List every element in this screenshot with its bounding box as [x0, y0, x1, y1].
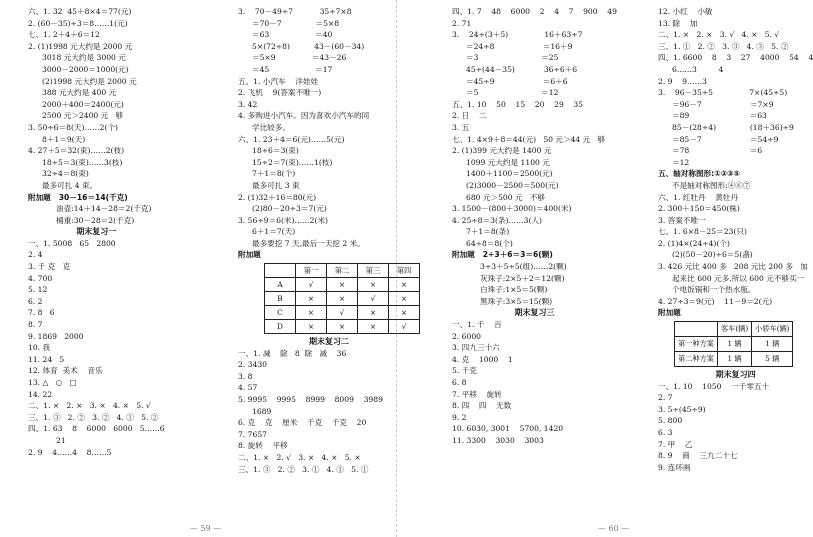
- answer-line: 五、1. 10 50 15 20 29 35: [452, 99, 584, 109]
- answer-line: 最多要挖 7 天,最后一天挖 2 米。: [252, 238, 365, 248]
- answer-line: 5×(72÷8) 43－(60－34): [252, 41, 365, 51]
- answer-line: 一、1. 减 除 8 除 减 36: [238, 348, 347, 358]
- answer-line: 四、1. 6600 8 3 27 4000 54 4: [658, 53, 813, 63]
- answer-line: 2. 71: [452, 18, 472, 28]
- answer-line: (2)80－20÷3＝7(元): [252, 204, 327, 214]
- answer-line: ＝78 ＝6: [672, 146, 763, 156]
- answer-line: 2. (1)399 元大约是 1400 元: [452, 146, 552, 156]
- table-row: [675, 352, 793, 367]
- answer-line: 10. 6030, 3001 5700, 1420: [452, 424, 564, 434]
- answer-column-1: [28, 6, 165, 458]
- answer-line: 个电饭锅和一个热水瓶。: [672, 285, 756, 295]
- answer-line: 学比较多。: [252, 122, 290, 132]
- answer-line: 三、1. ③ 2. ② 3. ② 4. ① 5. ②: [28, 412, 159, 422]
- answer-line: 8. 7: [28, 320, 43, 330]
- table-cell: ×: [296, 306, 327, 320]
- answer-line: 4. 700: [28, 273, 53, 283]
- answer-line: 3. 8: [238, 371, 253, 381]
- answer-line: 附加题: [658, 308, 681, 318]
- table-cell: C: [265, 306, 296, 320]
- answer-line: 4. 27＋5＝32(束)……2(枝): [28, 146, 125, 156]
- answer-line: ＝70－7 ＝5×8: [252, 18, 340, 28]
- answer-line: 六、1. 红牡丹 黄牡丹: [658, 192, 739, 202]
- table-cell: 1 辆: [752, 337, 793, 352]
- page-number-right: — 60 —: [598, 524, 630, 533]
- answer-line: ＝5 ＝12: [466, 88, 559, 98]
- answer-line: 1099 元大约是 1100 元: [466, 157, 550, 167]
- answer-line: 3. 1500－(800＋3000)＝400(米): [452, 204, 572, 214]
- answer-line: 2. 飞机 9(答案不唯一): [238, 88, 322, 98]
- answer-column-3: [452, 6, 617, 447]
- answer-line: 1400＋1100＝2500(元): [466, 169, 553, 179]
- answer-line: 3000－2000＝1000(元): [42, 64, 129, 74]
- answer-line: 2. 300＋150＝450(株): [658, 204, 740, 214]
- answer-line: 2. 3430: [238, 360, 267, 370]
- answer-line: 13. △ ○ □: [28, 378, 77, 387]
- table-cell: √: [358, 292, 389, 306]
- table-cell: A: [265, 278, 296, 292]
- answer-line: 4. 25÷8＝3(条)……3(人): [452, 215, 542, 225]
- table-cell: 第四: [389, 264, 420, 278]
- table-cell: 1 辆: [717, 337, 751, 352]
- answer-line: 二、1. × 2. √ 3. × 4. × 5. ×: [238, 453, 361, 462]
- answer-column-4: [658, 6, 813, 473]
- answer-line: 四、1. 63 8 6000 6000 5……6: [28, 424, 165, 434]
- answer-line: 六、1. 23＋4＝6(元)……5(元): [238, 134, 345, 144]
- answer-line: 不是轴对称图形:④⑥⑦: [672, 180, 751, 190]
- answer-line: 12. 小红 小敏: [658, 7, 713, 16]
- table-cell: 第一种方案: [675, 337, 718, 352]
- answer-line: 五、1. 小汽车 洋娃娃: [238, 76, 319, 86]
- answer-line: ＝89 ＝63: [672, 111, 767, 121]
- answer-line: 1689: [252, 406, 272, 416]
- answer-line: 附加题: [238, 250, 261, 260]
- table-cell: ×: [389, 292, 420, 306]
- answer-line: 6. 8: [452, 378, 467, 387]
- answer-line: 3. 四九三十六: [452, 343, 500, 353]
- answer-line: 五、轴对称图形:①②③⑤: [658, 169, 740, 179]
- answer-line: 6……3 4: [672, 64, 724, 74]
- table-cell: [265, 264, 296, 278]
- answer-line: 11. 3300 3030 3003: [452, 435, 544, 445]
- table-row: [675, 337, 793, 352]
- answer-line: 7＋1＝8(个): [252, 169, 296, 179]
- answer-line: 2. 日 二: [452, 111, 487, 121]
- table-cell: ×: [327, 278, 358, 292]
- table-cell: [675, 322, 718, 337]
- answer-line: 3. 50÷6＝8(天)……2(个): [28, 122, 118, 132]
- table-row: [265, 306, 420, 320]
- answer-line: 2. 9 4……4 8……5: [28, 447, 112, 457]
- answer-line: 7. 7657: [238, 429, 267, 439]
- answer-line: 2. (60－35)÷3＝8……1(元): [28, 18, 128, 28]
- table-cell: ×: [358, 278, 389, 292]
- answer-line: 3. 56÷9＝6(米)……2(米): [238, 215, 328, 225]
- table-cell: ×: [327, 292, 358, 306]
- answer-line: 8. 9 商 三九二十七: [658, 451, 738, 461]
- answer-line: 3. 千 克 克: [28, 262, 71, 272]
- answer-line: 桶重:30－28＝2(千克): [56, 215, 135, 225]
- table-row: [265, 292, 420, 306]
- answer-line: (2)3000－2500＝500(元): [466, 180, 559, 190]
- table-cell: 第三: [358, 264, 389, 278]
- answer-line: 2. (1)32＋16＝80(元): [238, 192, 317, 202]
- answer-line: 5. 千克: [452, 366, 477, 376]
- answer-line: 8. 旋转 平移: [238, 441, 288, 451]
- answer-line: 4. 57: [238, 383, 258, 393]
- table-cell: 客车(辆): [717, 322, 751, 337]
- table-cell: ×: [389, 278, 420, 292]
- answer-line: 附加题 30－16＝14(千克): [28, 192, 128, 202]
- answer-line: 5. 12: [28, 285, 48, 295]
- answer-line: 6. 3: [658, 428, 673, 437]
- answer-line: 9. 2: [452, 412, 467, 422]
- answer-line: 680 元＞500 元 不够: [466, 192, 546, 202]
- answer-line: 6＋1＝7(天): [252, 227, 296, 237]
- answer-line: 21: [56, 435, 66, 445]
- answer-line: 85－(28÷4) (18＋36)÷9: [672, 122, 794, 132]
- answer-line: 2500 元＞2400 元 够: [42, 111, 124, 121]
- answer-line: 8＋1＝9(天): [42, 134, 86, 144]
- answer-line: 5. 9995 9995 8999 8009 3989: [238, 395, 383, 405]
- answer-line: 4. 克 1000 1: [452, 354, 513, 364]
- answer-line: 3÷3＋5÷5(组)……2(颗): [480, 262, 567, 272]
- answer-line: 3018 元大约是 3000 元: [42, 53, 126, 63]
- answer-line: 7. 甲 乙: [658, 439, 693, 449]
- answer-line: 4. 27÷3＝9(元) 11－9＝2(元): [658, 296, 773, 306]
- section-heading: 期末复习二: [309, 337, 349, 347]
- table-cell: √: [296, 278, 327, 292]
- answer-line: ＝12: [672, 157, 690, 167]
- section-heading: 期末复习四: [715, 370, 756, 380]
- answer-line: 一、1. 5008 65 2800: [28, 238, 116, 248]
- answer-line: ＝63 ＝40: [252, 30, 333, 40]
- answer-line: 12. 体育 美术 音乐: [28, 366, 103, 376]
- answer-line: 三、1. ① 2. ② 3. ③ 4. ③ 5. ②: [658, 41, 789, 51]
- answer-line: 3. 70－49÷7 35÷7×8: [238, 7, 352, 16]
- answer-line: 二、1. × 2. × 3. × 4. × 5. √: [28, 401, 151, 411]
- answer-line: 起来比 600 元多,所以 600 元不够买一: [672, 273, 805, 283]
- table-cell: 1 辆: [717, 352, 751, 367]
- answer-table-t2: [674, 321, 793, 367]
- answer-line: 2. (1)1998 元大约是 2000 元: [28, 41, 133, 51]
- table-cell: ×: [389, 306, 420, 320]
- answer-line: 14. 22: [28, 389, 53, 399]
- table-cell: ×: [296, 320, 327, 334]
- answer-line: ＝24÷8 ＝16＋9: [466, 41, 573, 51]
- answer-line: 最多可扎 4 束。: [42, 180, 98, 190]
- answer-line: 三、1. ③ 2. ② 3. ① 4. ① 5. ①: [238, 464, 369, 474]
- answer-line: 18÷5＝3(束)……3(枝): [42, 157, 123, 167]
- table-cell: 5 辆: [752, 352, 793, 367]
- answer-line: 10. 我: [28, 343, 51, 353]
- table-cell: √: [389, 320, 420, 334]
- answer-line: 黑珠子:3×5＝15(颗): [480, 296, 553, 306]
- answer-line: 32÷4＝8(束): [42, 169, 89, 179]
- table-cell: B: [265, 292, 296, 306]
- answer-line: 3. 42: [238, 99, 258, 109]
- answer-line: 2. (1)4×(24÷4)(个): [658, 238, 730, 248]
- answer-line: 3. 426 元比 400 多 208 元比 200 多 加: [658, 262, 808, 272]
- answer-line: 7. 平移 旋转: [452, 389, 502, 399]
- answer-line: 灰珠子:2×5＋2＝12(颗): [480, 273, 565, 283]
- table-row: [265, 264, 420, 278]
- answer-line: 油壶:14＋14－28＝2(千克): [56, 204, 152, 214]
- table-cell: ×: [296, 292, 327, 306]
- answer-column-2: [238, 6, 420, 475]
- answer-line: 2000＋400＝2400(元): [42, 99, 124, 109]
- answer-line: 9. 连环画: [658, 462, 691, 472]
- answer-line: 3. 24÷(3＋5) 16＋63÷7: [452, 30, 583, 40]
- table-row: [265, 278, 420, 292]
- table-row: [265, 320, 420, 334]
- answer-line: 七、1. 6×8－25＝23(只): [658, 227, 747, 237]
- answer-line: 3. 96－35÷5 7×(45÷5): [658, 88, 788, 98]
- answer-line: 6. 2: [28, 296, 43, 306]
- table-row: [675, 322, 793, 337]
- table-cell: 第二: [327, 264, 358, 278]
- section-heading: 期末复习三: [514, 308, 555, 318]
- answer-line: 最多可扎 3 束: [252, 180, 300, 190]
- answer-line: 附加题 2÷3＋6＝3＝6(颗): [452, 250, 553, 260]
- answer-line: (2)1998 元大约是 2000 元: [42, 76, 137, 86]
- answer-line: 七、1. 2＋4＋6＝12: [28, 30, 100, 40]
- answer-line: 2. 7: [658, 393, 673, 403]
- table-cell: ×: [358, 306, 389, 320]
- page-number-left: — 59 —: [190, 524, 222, 533]
- answer-line: ＝85－7 ＝54÷9: [672, 134, 779, 144]
- answer-line: 一、1. 10 1050 一千零五十: [658, 381, 770, 391]
- answer-line: 64÷8＝8(个): [466, 238, 513, 248]
- answer-line: 11. 24 5: [28, 354, 65, 364]
- section-heading: 期末复习一: [76, 227, 117, 237]
- answer-line: 2. 6000: [452, 331, 481, 341]
- answer-line: 45÷(44－35) 36÷6＋6: [466, 64, 578, 74]
- table-cell: ×: [327, 320, 358, 334]
- answer-line: 四、1. 7 48 6000 2 4 7 900 49: [452, 7, 617, 16]
- answer-line: 3. 答案不唯一: [658, 215, 706, 225]
- answer-line: 3. 五: [452, 122, 470, 132]
- answer-line: 6. 克 克 厘米 千克 千克 20: [238, 418, 367, 428]
- answer-line: 六、1. 32 45＋8×4＝77(元): [28, 7, 132, 16]
- answer-line: 白珠子:1×5＝5(颗): [480, 285, 548, 295]
- answer-line: 15÷2＝7(束)……1(枝): [252, 157, 333, 167]
- answer-table-t1: [264, 263, 420, 334]
- answer-line: 5. 800: [658, 416, 683, 426]
- table-cell: 第一: [296, 264, 327, 278]
- answer-line: ＝45÷9 ＝6＋6: [466, 76, 568, 86]
- answer-line: (2)(50－20)÷6＝5(盏): [672, 250, 753, 260]
- table-cell: ×: [358, 320, 389, 334]
- answer-line: 3. 5÷(45÷9): [658, 404, 706, 414]
- answer-line: 9. 1869 2000: [28, 331, 84, 341]
- table-cell: D: [265, 320, 296, 334]
- answer-line: 7＋1＝8(条): [466, 227, 510, 237]
- answer-line: 2. 9 9……3: [658, 76, 707, 86]
- answer-line: 二、1. × 2. × 3. √ 4. × 5. √: [658, 30, 780, 40]
- table-cell: 第二种方案: [675, 352, 718, 367]
- answer-line: ＝3 ＝25: [466, 53, 559, 63]
- answer-line: 2. 4: [28, 250, 43, 260]
- answer-line: 7. 8 6: [28, 308, 55, 318]
- answer-line: ＝5×9 ＝43－26: [252, 53, 347, 63]
- answer-line: 13. 除 加: [658, 18, 698, 28]
- answer-line: 388 元大约是 400 元: [42, 88, 117, 98]
- answer-line: 4. 多购进小汽车。因为喜欢小汽车的同: [238, 111, 370, 121]
- answer-line: 一、1. 千 百: [452, 320, 502, 330]
- answer-line: 18÷6＝3(束): [252, 146, 299, 156]
- table-cell: √: [327, 306, 358, 320]
- answer-line: ＝96－7 ＝7×9: [672, 99, 774, 109]
- table-cell: 小轿车(辆): [752, 322, 793, 337]
- answer-line: 8. 四 四 无数: [452, 401, 512, 411]
- answer-line: ＝45 ＝17: [252, 64, 333, 74]
- answer-line: 七、1. 4×9＋8＝44(元) 50 元＞44 元 够: [452, 134, 606, 144]
